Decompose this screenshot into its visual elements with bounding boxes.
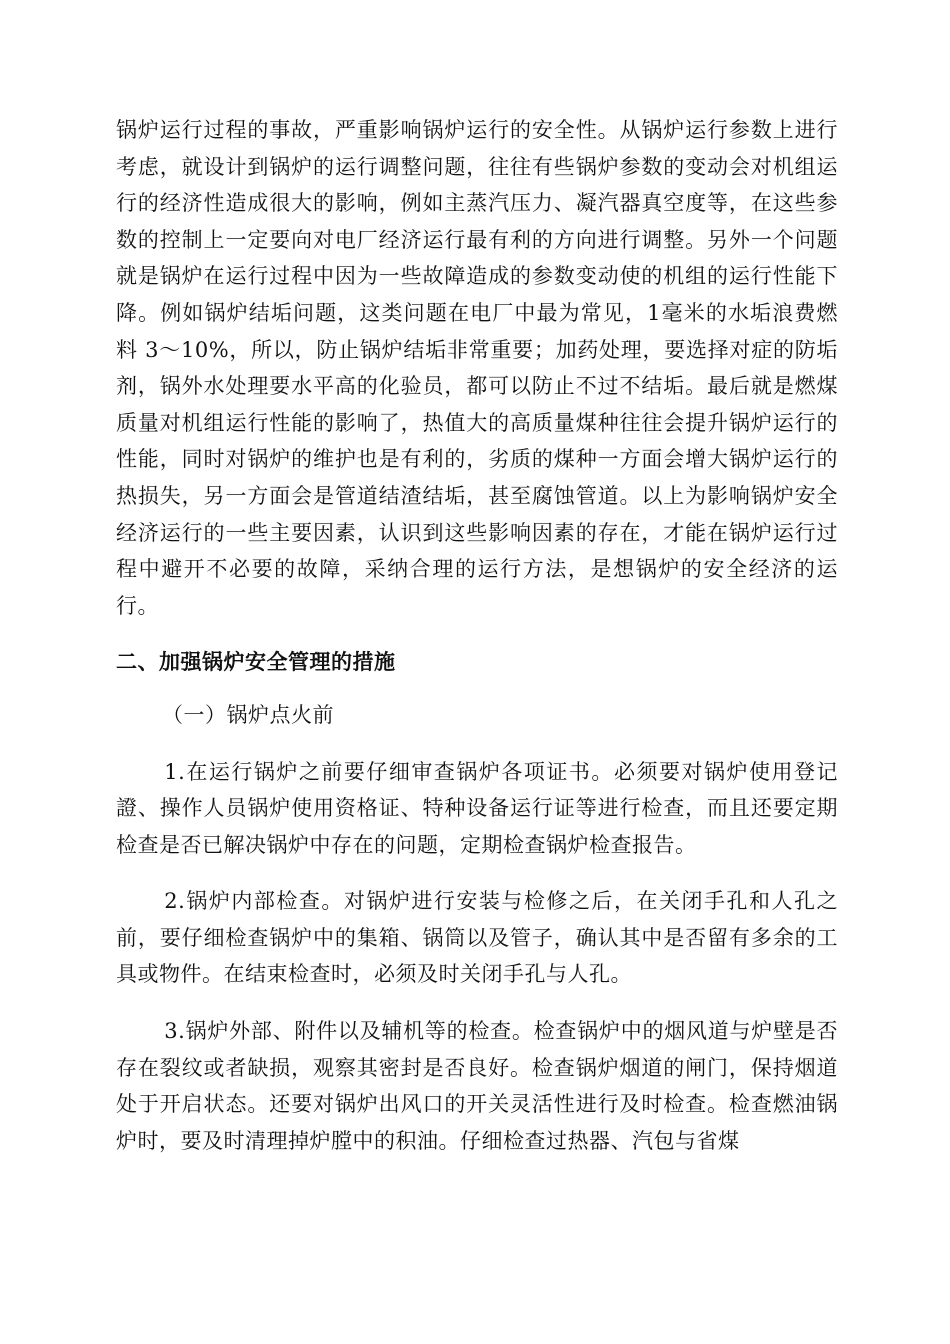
- subsection-heading: （一）锅炉点火前: [162, 702, 334, 727]
- document-page: [116, 112, 838, 1159]
- list-item-1-paragraph: 1.在运行锅炉之前要仔细审查锅炉各项证书。必须要对锅炉使用登记證、操作人员锅炉使用资格证、特种设备运行证等进行检查，而且还要定期检查是否已解决锅炉中存在的问题，定期检查锅炉检查报告。: [116, 759, 838, 857]
- section-heading: 二、加强锅炉安全管理的措施: [116, 650, 396, 675]
- list-item-3-paragraph: 3.锅炉外部、附件以及辅机等的检查。检查锅炉中的烟风道与炉壁是否存在裂纹或者缺损，观察其密封是否良好。检查锅炉烟道的闸门，保持烟道处于开启状态。还要对锅炉出风口的开关灵活性进行及时检查。检查燃油锅炉时，要及时清理掉炉膛中的积油。仔细检查过热器、汽包与省煤: [116, 1019, 838, 1153]
- body-paragraph-continued: 锅炉运行过程的事故，严重影响锅炉运行的安全性。从锅炉运行参数上进行考虑，就设计到锅炉的运行调整问题，往往有些锅炉参数的变动会对机组运行的经济性造成很大的影响，例如主蒸汽压力、凝汽器真空度等，在这些参数的控制上一定要向对电厂经济运行最有利的方向进行调整。另外一个问题就是锅炉在运行过程中因为一些故障造成的参数变动使的机组的运行性能下降。例如锅炉结垢问题，这类问题在电厂中最为常见，1毫米的水垢浪费燃料 3～10%，所以，防止锅炉结垢非常重要；加药处理，要选择对症的防垢剂，锅外水处理要水平高的化验员，都可以防止不过不结垢。最后就是燃煤质量对机组运行性能的影响了，热值大的高质量煤种往往会提升锅炉运行的性能，同时对锅炉的维护也是有利的，劣质的煤种一方面会增大锅炉运行的热损失，另一方面会是管道结渣结垢，甚至腐蚀管道。以上为影响锅炉安全经济运行的一些主要因素，认识到这些影响因素的存在，才能在锅炉运行过程中避开不必要的故障，采纳合理的运行方法，是想锅炉的安全经济的运行。: [116, 118, 838, 618]
- list-item-2-paragraph: 2.锅炉内部检查。对锅炉进行安装与检修之后，在关闭手孔和人孔之前，要仔细检查锅炉中的集箱、锅筒以及管子，确认其中是否留有多余的工具或物件。在结束检查时，必须及时关闭手孔与人孔。: [116, 889, 838, 987]
